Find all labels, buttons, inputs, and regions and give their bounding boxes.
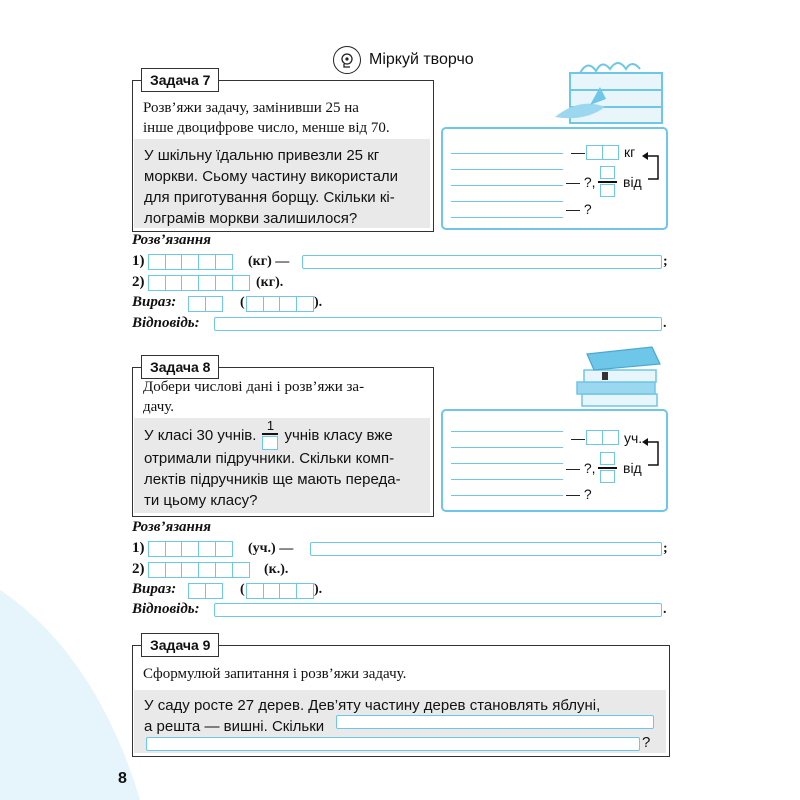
task9-question-line2[interactable] [146, 737, 640, 751]
scheme-cell[interactable] [586, 145, 603, 160]
fraction-bar [262, 433, 278, 435]
scheme-question: — ?, [566, 460, 596, 476]
task8-step1-unit: (уч.) — [248, 541, 294, 556]
bracket-arrow-icon [640, 435, 662, 471]
scheme-line [451, 463, 563, 464]
task7-expr-boxes[interactable] [188, 296, 221, 312]
task9-story-line2: а решта — вишні. Скільки [144, 718, 325, 735]
section-header [333, 46, 474, 74]
task7-answer-label: Відповідь: [132, 315, 200, 331]
scheme-question: — ? [566, 486, 592, 502]
task8-story-line2: отримали підручники. Скільки комп- [144, 450, 395, 467]
task8-scheme [441, 409, 668, 512]
scheme-question: — ? [566, 201, 592, 217]
scheme-line [451, 185, 563, 186]
task8-expr-paren-boxes[interactable] [246, 583, 313, 599]
scheme-from: від [623, 460, 642, 476]
task7-step1-unit: (кг) — [248, 254, 290, 269]
task8-answer-line[interactable] [214, 603, 662, 617]
scheme-line [451, 169, 563, 170]
scheme-line [451, 153, 563, 154]
fraction-bar [598, 467, 617, 469]
task7-step1-num: 1) [132, 253, 145, 269]
task7-expr-label: Вираз: [132, 294, 177, 310]
scheme-line [451, 479, 563, 480]
task9-story-line1: У саду росте 27 дерев. Дев’яту частину дерев становлять яблуні, [144, 697, 601, 714]
scheme-dash: — [571, 144, 585, 160]
corner-wave-decoration [0, 590, 140, 800]
task8-expr-paren: ( [240, 582, 245, 597]
task8-fraction [262, 420, 278, 450]
fraction-denominator-cell[interactable] [600, 470, 615, 483]
task7-title: Задача 7 [141, 68, 219, 92]
task8-story-line1a: У класі 30 учнів. [144, 426, 257, 444]
task7-expr-paren: ( [240, 295, 245, 310]
scheme-cell[interactable] [602, 145, 619, 160]
task7-story-line4: лограмів моркви залишилося? [144, 210, 358, 227]
task7-solution-label: Розв’язання [132, 232, 211, 248]
task8-step1-end: ; [663, 541, 668, 556]
task8-prompt-line2: дачу. [143, 399, 174, 415]
task7-story [134, 139, 430, 228]
task8-answer-end: . [663, 602, 667, 617]
fraction-numerator-cell[interactable] [600, 452, 615, 465]
scheme-cell[interactable] [586, 430, 603, 445]
scheme-unit: уч. [624, 430, 643, 446]
task8-expr-label: Вираз: [132, 581, 177, 597]
task7-prompt-line1: Розв’яжи задачу, замінивши 25 на [143, 100, 359, 116]
scheme-unit: кг [624, 144, 636, 160]
task7-step1-line[interactable] [302, 255, 662, 269]
task7-step1-end: ; [663, 254, 668, 269]
task7-story-line2: моркви. Сьому частину використали [144, 168, 399, 185]
task8-step2-boxes[interactable] [148, 562, 248, 578]
task8-expr-end: ). [314, 582, 323, 597]
task9-question-mark: ? [642, 734, 651, 751]
task7-step2-boxes[interactable] [148, 275, 248, 291]
task8-title: Задача 8 [141, 355, 219, 379]
task8-expr-boxes[interactable] [188, 583, 221, 599]
task7-prompt-line2: інше двоцифрове число, менше від 70. [143, 120, 390, 136]
scheme-from: від [623, 174, 642, 190]
scheme-line [451, 431, 563, 432]
task8-answer-label: Відповідь: [132, 601, 200, 617]
carrot-crate-icon [550, 55, 665, 130]
task7-expr-paren-boxes[interactable] [246, 296, 313, 312]
page-number: 8 [118, 770, 127, 787]
head-gears-icon [333, 46, 361, 74]
task8-story [134, 418, 430, 513]
scheme-line [451, 201, 563, 202]
scheme-line [451, 217, 563, 218]
task9-title: Задача 9 [141, 633, 219, 657]
task8-solution-label: Розв’язання [132, 519, 211, 535]
task8-story-line1 [144, 418, 420, 448]
scheme-line [451, 495, 563, 496]
task8-step1-line[interactable] [310, 542, 662, 556]
task7-story-line3: для приготування борщу. Скільки кі- [144, 189, 395, 206]
task8-step1-boxes[interactable] [148, 541, 232, 557]
task8-story-line4: ти цьому класу? [144, 492, 258, 509]
task8-prompt-line1: Добери числові дані і розв’яжи за- [143, 379, 365, 395]
task7-step1-boxes[interactable] [148, 254, 232, 270]
books-stack-icon [572, 342, 667, 417]
fraction-numerator-cell[interactable] [600, 166, 615, 179]
task7-answer-end: . [663, 316, 667, 331]
task8-step2-num: 2) [132, 561, 145, 577]
scheme-cell[interactable] [602, 430, 619, 445]
task9-question-line1[interactable] [336, 715, 654, 729]
task7-scheme [441, 127, 668, 230]
scheme-question: — ?, [566, 174, 596, 190]
bracket-arrow-icon [640, 149, 662, 185]
task7-answer-line[interactable] [214, 317, 662, 331]
task8-step2-unit: (к.). [264, 562, 289, 577]
task8-step1-num: 1) [132, 540, 145, 556]
task7-step2-unit: (кг). [256, 275, 284, 290]
task8-story-line1b: учнів класу вже [284, 426, 393, 444]
fraction-bar [598, 181, 617, 183]
scheme-line [451, 447, 563, 448]
task7-story-line1: У шкільну їдальню привезли 25 кг [144, 147, 380, 164]
fraction-denominator-cell[interactable] [600, 184, 615, 197]
task7-expr-end: ). [314, 295, 323, 310]
task8-story-line3: лектів підручників ще мають переда- [144, 471, 401, 488]
fraction-numerator: 1 [266, 418, 275, 434]
task9-prompt: Сформулюй запитання і розв’яжи задачу. [143, 666, 407, 682]
scheme-dash: — [571, 430, 585, 446]
task7-step2-num: 2) [132, 274, 145, 290]
header-title: Міркуй творчо [369, 51, 474, 68]
